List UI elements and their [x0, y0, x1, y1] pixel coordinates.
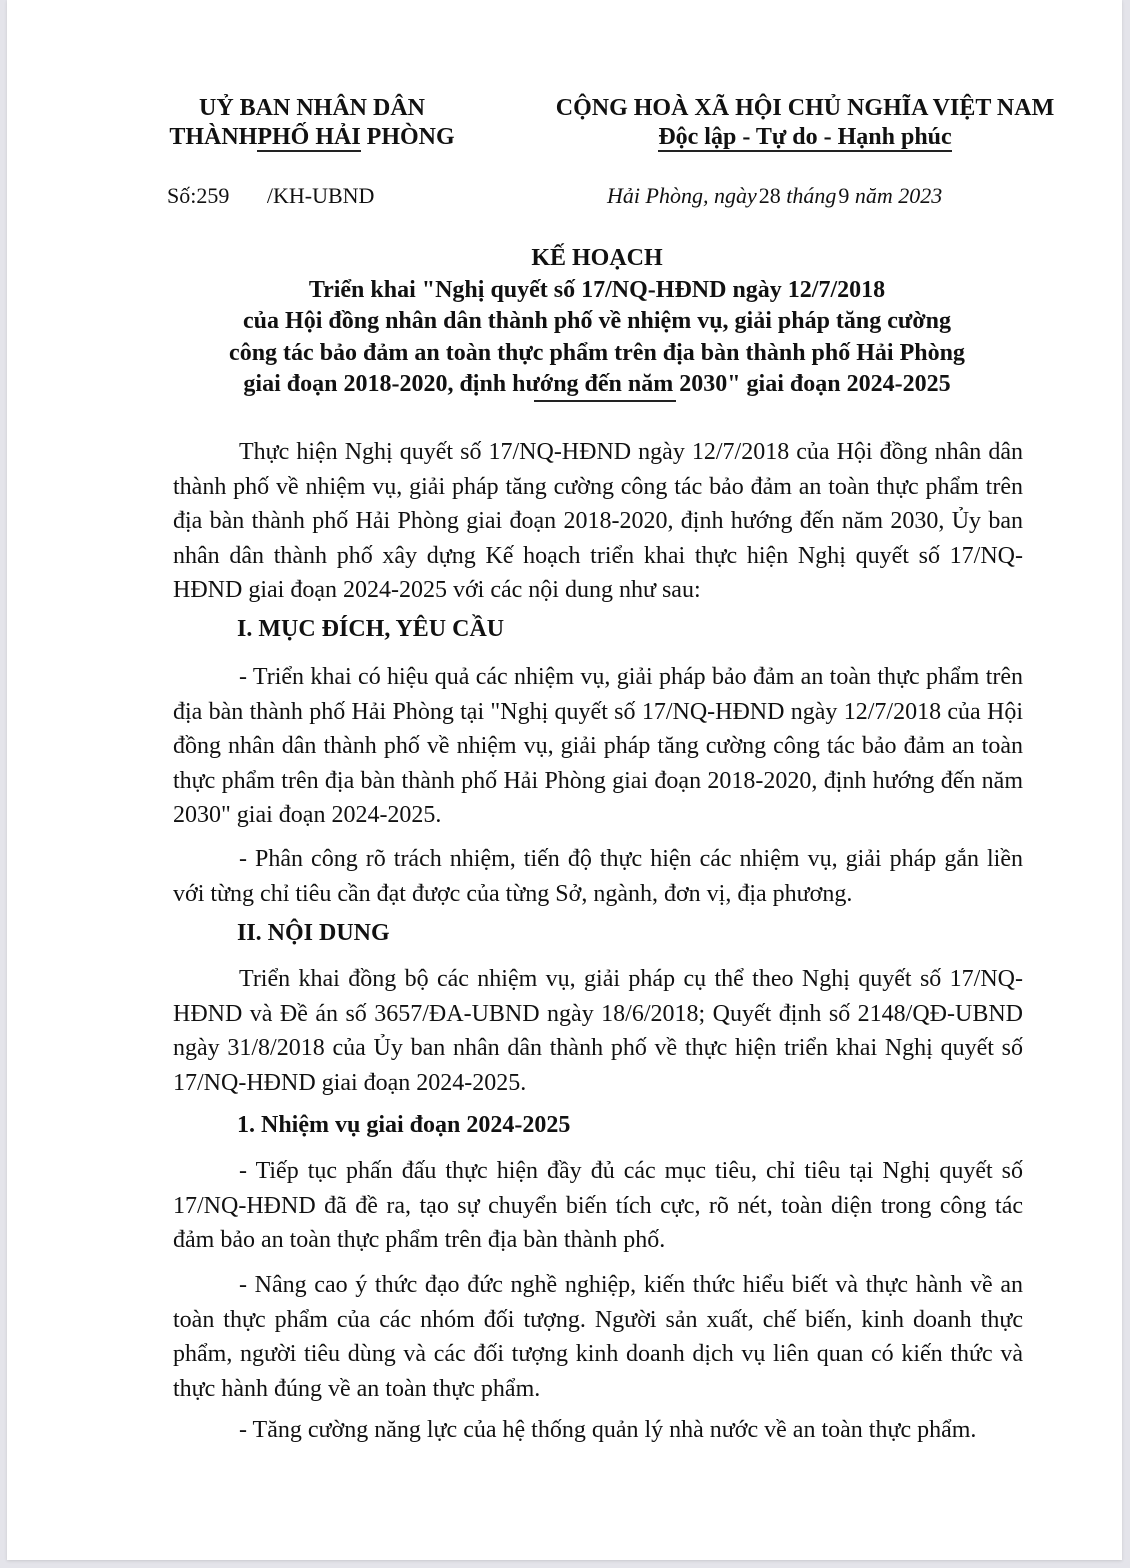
intro-paragraph: Thực hiện Nghị quyết số 17/NQ-HĐND ngày 12/7/2018 của Hội đồng nhân dân thành phố về nhiệm vụ, giải pháp tăng cường công tác bảo đảm an toàn thực phẩm trên địa bàn thành phố Hải Phòng giai đoạn 2018-2020, định hướng đến năm 2030, Ủy ban nhân dân thành phố xây dựng Kế hoạch triển khai thực hiện Nghị quyết số 17/NQ-HĐND giai đoạn 2024-2025 với các nội dung như sau:: [173, 439, 1023, 603]
document-number-suffix: /KH-UBND: [266, 183, 375, 208]
subsection-item: - Tăng cường năng lực của hệ thống quản lý nhà nước về an toàn thực phẩm.: [239, 1417, 977, 1443]
section-heading: II. NỘI DUNG: [237, 920, 390, 946]
title-line: Triển khai "Nghị quyết số 17/NQ-HĐND ngày 12/7/2018: [308, 276, 886, 303]
authority-line-2: THÀNHPHỐ HẢI PHÒNG: [169, 124, 455, 150]
document-type: KẾ HOẠCH: [531, 245, 663, 271]
date-year: năm 2023: [854, 183, 943, 208]
date-month: 9: [838, 183, 850, 208]
issuing-authority: [157, 94, 467, 152]
document-title: [167, 243, 1027, 401]
section-heading: I. MỤC ĐÍCH, YÊU CẦU: [237, 616, 505, 642]
authority-underline: PHỐ HẢI: [257, 124, 361, 150]
national-header: [550, 94, 1060, 152]
section-item: - Phân công rõ trách nhiệm, tiến độ thực hiện các nhiệm vụ, giải pháp gắn liền với từng chỉ tiêu cần đạt được của từng Sở, ngành, đơn vị, địa phương.: [173, 846, 1023, 907]
document-number: [167, 183, 374, 209]
document-page: [7, 0, 1122, 1560]
section-item: - Triển khai có hiệu quả các nhiệm vụ, giải pháp bảo đảm an toàn thực phẩm trên địa bàn thành phố Hải Phòng tại "Nghị quyết số 17/NQ-HĐND ngày 12/7/2018 của Hội đồng nhân dân thành phố về nhiệm vụ, giải pháp tăng cường công tác bảo đảm an toàn thực phẩm trên địa bàn thành phố Hải Phòng giai đoạn 2018-2020, định hướng đến năm 2030" giai đoạn 2024-2025.: [173, 664, 1023, 828]
subsection-heading: 1. Nhiệm vụ giai đoạn 2024-2025: [237, 1112, 571, 1138]
document-number-label: Số:259: [167, 183, 230, 208]
national-motto: Độc lập - Tự do - Hạnh phúc: [658, 124, 952, 150]
issue-date: Hải Phòng, ngày28 tháng9 năm 2023: [607, 183, 943, 208]
subsection-item: - Tiếp tục phấn đấu thực hiện đầy đủ các mục tiêu, chỉ tiêu tại Nghị quyết số 17/NQ-HĐND đã đề ra, tạo sự chuyển biến tích cực, rõ nét, toàn diện trong công tác đảm bảo an toàn thực phẩm trên địa bàn thành phố.: [173, 1158, 1023, 1253]
authority-line-1: UỶ BAN NHÂN DÂN: [199, 95, 425, 121]
title-divider: [534, 400, 676, 402]
country-name: CỘNG HOÀ XÃ HỘI CHỦ NGHĨA VIỆT NAM: [555, 95, 1055, 121]
date-day: 28: [758, 183, 781, 208]
subsection-item: - Nâng cao ý thức đạo đức nghề nghiệp, kiến thức hiểu biết và thực hành về an toàn thực phẩm của các nhóm đối tượng. Người sản xuất, chế biến, kinh doanh thực phẩm, người tiêu dùng và các đối tượng kinh doanh dịch vụ liên quan có kiến thức và thực hành đúng về an toàn thực phẩm.: [173, 1272, 1023, 1402]
section-intro: Triển khai đồng bộ các nhiệm vụ, giải pháp cụ thể theo Nghị quyết số 17/NQ-HĐND và Đề án số 3657/ĐA-UBND ngày 18/6/2018; Quyết định số 2148/QĐ-UBND ngày 31/8/2018 của Ủy ban nhân dân thành phố về thực hiện triển khai Nghị quyết số 17/NQ-HĐND giai đoạn 2024-2025.: [173, 966, 1023, 1096]
title-line: của Hội đồng nhân dân thành phố về nhiệm vụ, giải pháp tăng cường: [243, 308, 951, 334]
title-line: giai đoạn 2018-2020, định hướng đến năm 2030" giai đoạn 2024-2025: [243, 371, 951, 397]
title-line: công tác bảo đảm an toàn thực phẩm trên địa bàn thành phố Hải Phòng: [229, 339, 965, 366]
